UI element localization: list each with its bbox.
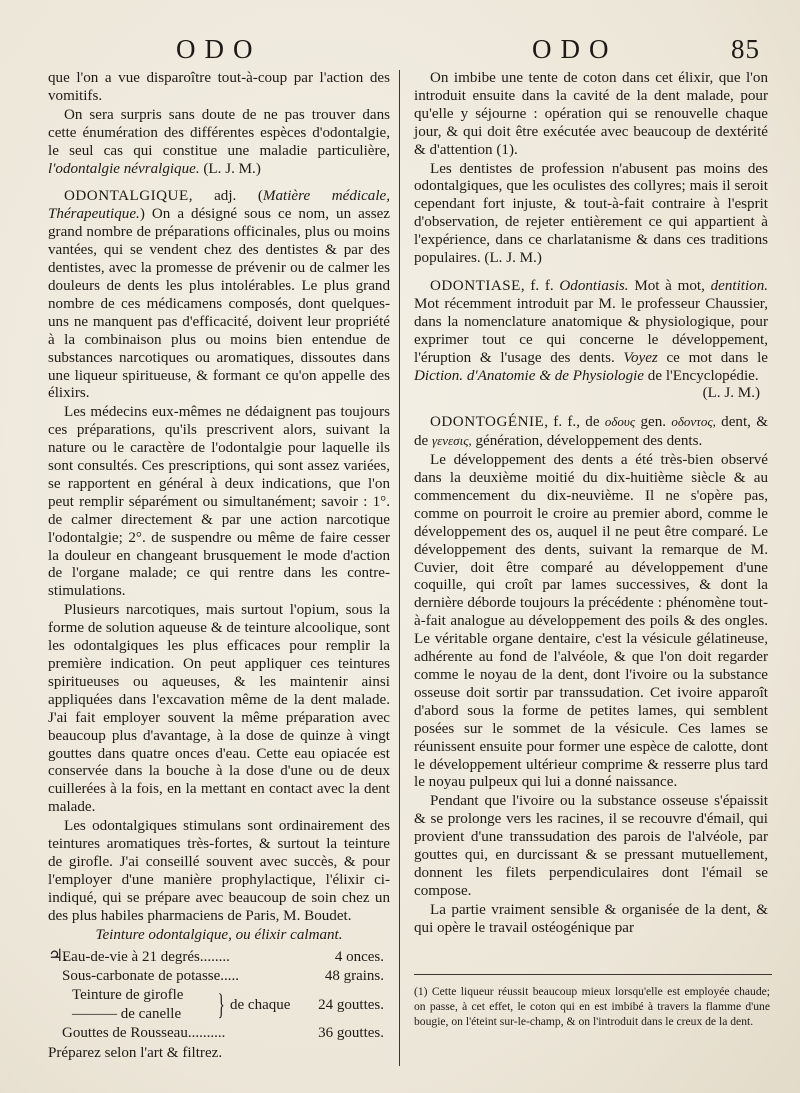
headword: ODONTIASE <box>430 277 521 294</box>
text-span: ce mot dans le <box>666 349 768 366</box>
paragraph: Les dentistes de profession n'abusent pas moins des odontalgiques, que les oculistes des collyres; mais il seroit cependant fort injuste, & tout-à-fait contraire à l'esprit d'observation, de rejeter entièrement ce qui appartient à l'expérience, dans ce charlatanisme & dans ces traditions populaires. (L. J. M.) <box>414 160 768 267</box>
right-column <box>414 70 768 939</box>
header-left-word: ODO <box>176 34 262 64</box>
text-span: ) On a désigné sous ce nom, un assez grand nombre de préparations officinales, plus ou moins vantées, qui se vendent chez des dentistes & par des dentistes, avec la promesse de prévenir ou de calmer les douleurs de dents les plus intolérables. Le plus grand nombre de ces médicamens composés, dont quelques-uns ne manquent pas d'efficacité, doivent leur propriété à la combinaison plus ou moins bien entendue de substances narcotiques ou aromatiques, dissoutes dans une liqueur spiritueuse, & formant ce qu'on appelle des élixirs. <box>48 206 390 402</box>
greek-word: οδους <box>604 414 636 430</box>
text-span: génération, développement des dents. <box>475 433 703 450</box>
quantity: 4 onces. <box>334 948 384 965</box>
article-odontiase <box>414 278 768 403</box>
paragraph: Pendant que l'ivoire ou la substance osseuse s'épaissit & se prolonge vers les racines, il se recouvre d'émail, qui provient d'une transsudation des parois de l'alvéole, par gouttes qui, en durcissant & se pressant mutuellement, donnent les filets perpendiculaires dont l'émail se compose. <box>414 793 768 899</box>
cross-reference: Voyez <box>623 349 658 366</box>
ingredient: Teinture de girofle <box>72 986 184 1003</box>
dictionary-title: Diction. d'Anatomie & de Physiologie <box>414 367 645 384</box>
recipe-line <box>48 967 390 986</box>
italic-term: dentition. <box>710 277 769 294</box>
article-odontalgique <box>48 188 390 403</box>
latin-term: Odontiasis. <box>559 277 629 294</box>
recipe-group <box>48 986 390 1024</box>
ingredient: ——— de canelle <box>72 1005 182 1022</box>
recipe-title: Teinture odontalgique, ou élixir calmant. <box>95 926 343 943</box>
greek-word: οδοντος, <box>671 414 716 430</box>
footnote-rule <box>414 974 772 975</box>
left-column <box>48 70 390 1063</box>
greek-word: γενεσις, <box>432 433 472 449</box>
text-span: de l'Encyclopédie. <box>647 367 759 384</box>
text-span: , adj. ( <box>188 188 263 205</box>
text-span: Mot récemment introduit par M. le professeur Chaussier, dans la nomenclature anatomique & physiologique, pour exprimer tout ce qui concerne le développement, l'éruption & l'usage des dents. <box>414 295 768 366</box>
paragraph: La partie vraiment sensible & organisée de la dent, & qui opère le travail ostéogénique par <box>414 901 768 936</box>
signature: (L. J. M.) <box>702 385 760 402</box>
page-number: 85 <box>731 34 760 64</box>
header-right-word: ODO <box>532 34 618 64</box>
brace-icon: } <box>217 987 225 1021</box>
quantity: 48 grains. <box>324 967 384 984</box>
column-divider <box>399 70 400 1066</box>
ingredient: Sous-carbonate de potasse..... <box>62 967 240 984</box>
recipe-instruction: Préparez selon l'art & filtrez. <box>48 1044 223 1061</box>
headword: ODONTALGIQUE <box>64 188 189 205</box>
quantity: 36 gouttes. <box>318 1024 384 1041</box>
paragraph: Plusieurs narcotiques, mais surtout l'opium, sous la forme de solution aqueuse & de teinture alcoolique, sont les odontalgiques les plus efficaces pour remplir la première indication. On peut appliquer ces teintures spiritueuses ou aqueuses, & les maintenir ainsi appliquées dans l'excavation même de la dent malade. J'ai fait employer souvent la même préparation avec beaucoup plus d'avantage, à la dose de quinze à vingt gouttes dans quatre onces d'eau. Cette eau opiacée est conservée dans la bouche à la dose d'une ou de deux cuillerées à la fois, en la mettant en contact avec la dent malade. <box>48 602 390 816</box>
italic-term: l'odontalgie névralgique. <box>48 160 200 177</box>
footnote: (1) Cette liqueur réussit beaucoup mieux lorsqu'elle est employée chaude; on passe, à cet effet, le coton qui en est imbibé à travers la flamme d'une bougie, on l'éteint sur-le-champ, & on l'introduit dans le creux de la dent. <box>414 985 770 1028</box>
paragraph: que l'on a vue disparoître tout-à-coup par l'action des vomitifs. <box>48 70 390 104</box>
paragraph: On imbibe une tente de coton dans cet élixir, que l'on introduit ensuite dans la cavité de la dent malade, pour qu'elle y séjourne : opération qui se renouvelle chaque jour, & qui doit être exécutée avec beaucoup de dextérité & d'attention (1). <box>414 70 768 158</box>
text-span: Mot à mot, <box>634 277 705 294</box>
ingredient: Gouttes de Rousseau.......... <box>62 1024 226 1041</box>
running-header <box>0 34 800 68</box>
text-span: On sera surpris sans doute de ne pas trouver dans cette énumération des différentes espèces d'odontalgie, le seul cas qui constitue une maladie particulière, <box>48 106 390 159</box>
text-span: , f. f. <box>520 277 554 294</box>
text-span: , f. f., de <box>544 414 600 431</box>
paragraph: Les médecins eux-mêmes ne dédaignent pas toujours ces préparations, qu'ils prescrivent alors, suivant la nature ou le caractère de l'odontalgie pour laquelle ils sont consultés. Ces prescriptions, qui sont assez variées, se rapportent en général à deux indications, que l'on peut remplir séparément ou simultanément; savoir : 1°. de calmer directement & par une action narcotique l'odontalgie; 2°. de suspendre ou même de faire cesser la douleur en changeant brusquement le mode d'action de l'organe malade; ce qui rentre dans les contre-stimulations. <box>48 404 390 600</box>
quantity: 24 gouttes. <box>318 996 384 1013</box>
each-label: de chaque <box>230 996 291 1013</box>
signature: (L. J. M.) <box>203 160 261 177</box>
text-span: gen. <box>640 414 667 431</box>
ingredient: Eau-de-vie à 21 degrés........ <box>62 948 230 965</box>
recipe-symbol: ♃. <box>48 945 68 965</box>
article-odontogenie <box>414 413 768 451</box>
headword: ODONTOGÉNIE <box>430 414 545 431</box>
subject-category: Matière médicale, Thérapeutique. <box>48 188 391 223</box>
text-span: dent, & de <box>414 414 768 450</box>
recipe-line <box>48 946 390 967</box>
recipe-line <box>48 1024 390 1043</box>
paragraph: Le développement des dents a été très-bien observé dans la deuxième moitié du dix-huitième siècle & au commencement du dix-neuvième. Il ne s'opère pas, comme on pourroit le croire au premier abord, comme le développement des os, auquel il ne peut être comparé. Le développement des dents, suivant la remarque de M. Cuvier, doit être comparé au développement d'une coquille, qui croît par lames successives, & dont la dernière déborde toujours la précédente : phénomène tout-à-fait analogue au développement des poils & des ongles. Le véritable organe dentaire, c'est la vésicule gélatineuse, adhérente au fond de l'alvéole, & que l'on doit regarder comme le noyau de la dent, dont l'ivoire ou la substance osseuse doit sortir par transsudation. Cet ivoire apparoît d'abord sous la forme de petites lames, qui semblent posées sur le sommet de la vésicule. Ces lames se réunissent ensuite pour former une espèce de calotte, dont le développement ultérieur comprime & resserre plus tard le noyau pulpeux qui lui a donné naissance. <box>414 452 768 791</box>
paragraph <box>48 107 390 179</box>
paragraph: Les odontalgiques stimulans sont ordinairement des teintures aromatiques très-fortes, & surtout la teinture de girofle. J'ai conseillé souvent avec succès, & pour l'employer d'une manière prophylactique, l'élixir ci-indiqué, qui se prépare avec beaucoup de soin chez un des plus habiles pharmaciens de Paris, M. Boudet. <box>48 818 390 924</box>
